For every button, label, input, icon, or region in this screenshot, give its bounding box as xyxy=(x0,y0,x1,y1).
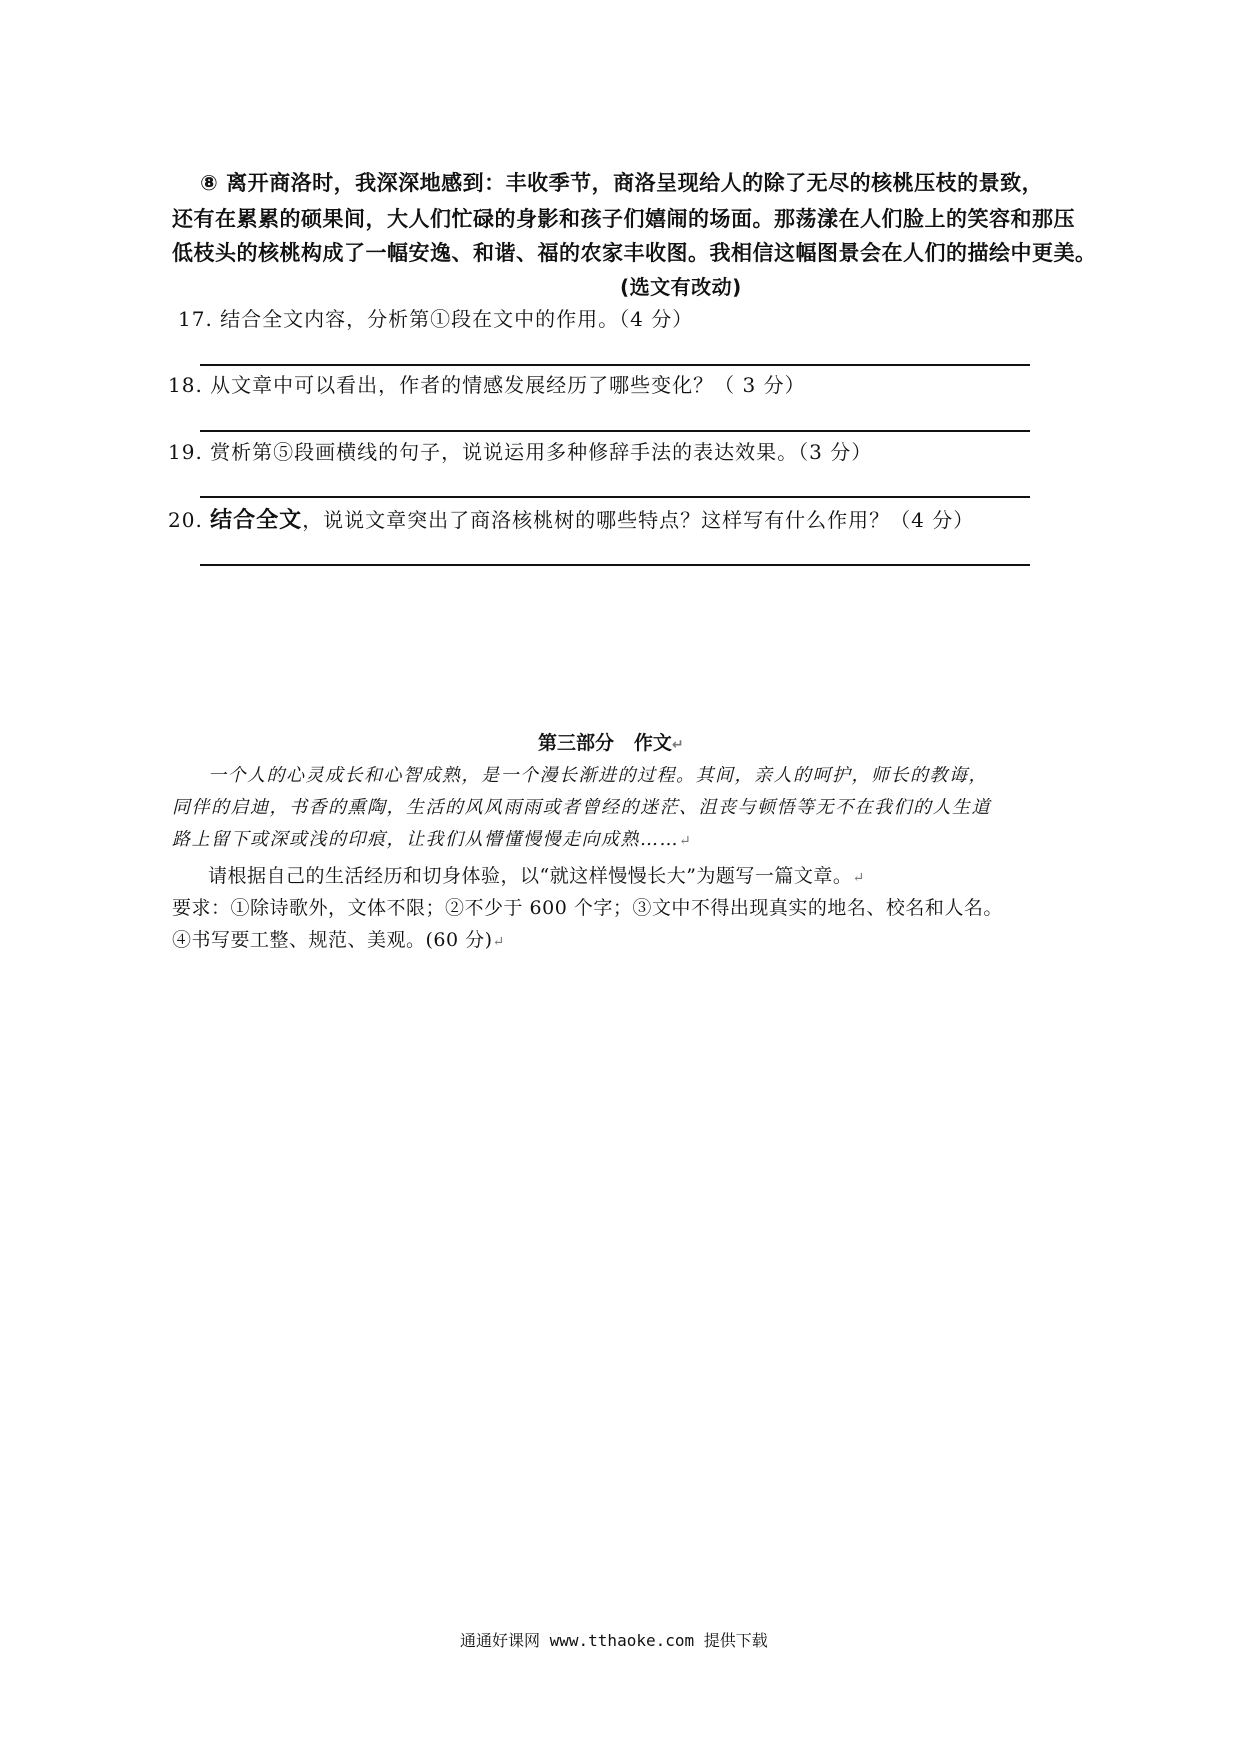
essay-prompt-line2: 同伴的启迪，书香的熏陶，生活的风风雨雨或者曾经的迷茫、沮丧与顿悟等无不在我们的人生道 xyxy=(172,797,991,818)
section-title xyxy=(538,728,684,755)
section-title-text: 第三部分 作文 xyxy=(538,732,672,754)
question-18: 18. 从文章中可以看出，作者的情感发展经历了哪些变化？（ 3 分） xyxy=(168,373,806,397)
essay-prompt-line3-text: 路上留下或深或浅的印痕，让我们从懵懂慢慢走向成熟…… xyxy=(172,829,679,850)
question-19: 19. 赏析第⑤段画横线的句子，说说运用多种修辞手法的表达效果。（3 分） xyxy=(168,440,873,464)
essay-task-text: 请根据自己的生活经历和切身体验，以“就这样慢慢长大”为题写一篇文章。 xyxy=(208,865,853,887)
question-20-emphasis: 结合全文 xyxy=(210,508,303,533)
source-note: (选文有改动) xyxy=(620,275,742,299)
answer-line-20 xyxy=(200,564,1030,566)
question-20 xyxy=(168,505,974,536)
essay-prompt-line3 xyxy=(172,824,692,857)
return-mark-icon: ↵ xyxy=(679,833,693,849)
question-17: 17. 结合全文内容，分析第①段在文中的作用。（4 分） xyxy=(178,307,694,331)
passage-para8-line2: 还有在累累的硕果间，大人们忙碌的身影和孩子们嬉闹的场面。那荡漾在人们脸上的笑容和那压 xyxy=(172,207,1075,231)
answer-line-17 xyxy=(200,364,1030,366)
essay-requirements-line1: 要求：①除诗歌外，文体不限；②不少于 600 个字；③文中不得出现真实的地名、校名和人名。 xyxy=(172,897,1003,919)
passage-para8-line3: 低枝头的核桃构成了一幅安逸、和谐、福的农家丰收图。我相信这幅图景会在人们的描绘中更美。 xyxy=(172,241,1097,265)
question-20-number: 20. xyxy=(168,508,211,532)
passage-para8-line1: ⑧ 离开商洛时，我深深地感到：丰收季节，商洛呈现给人的除了无尽的核桃压枝的景致， xyxy=(200,171,1044,195)
return-mark-icon: ↵ xyxy=(852,870,865,886)
essay-requirements-line2-text: ④书写要工整、规范、美观。(60 分) xyxy=(172,929,493,951)
question-20-rest: ，说说文章突出了商洛核桃树的哪些特点？这样写有什么作用？（4 分） xyxy=(302,508,975,532)
answer-line-19 xyxy=(200,496,1030,498)
footer-download-note: 通通好课网 www.tthaoke.com 提供下载 xyxy=(460,1631,768,1650)
return-mark-icon: ↵ xyxy=(492,934,505,950)
essay-prompt-line1: 一个人的心灵成长和心智成熟，是一个漫长渐进的过程。其间，亲人的呵护，师长的教诲， xyxy=(208,765,988,786)
essay-requirements-line2 xyxy=(172,924,505,958)
return-mark-icon: ↵ xyxy=(671,737,684,753)
essay-task xyxy=(208,860,865,894)
answer-line-18 xyxy=(200,430,1030,432)
